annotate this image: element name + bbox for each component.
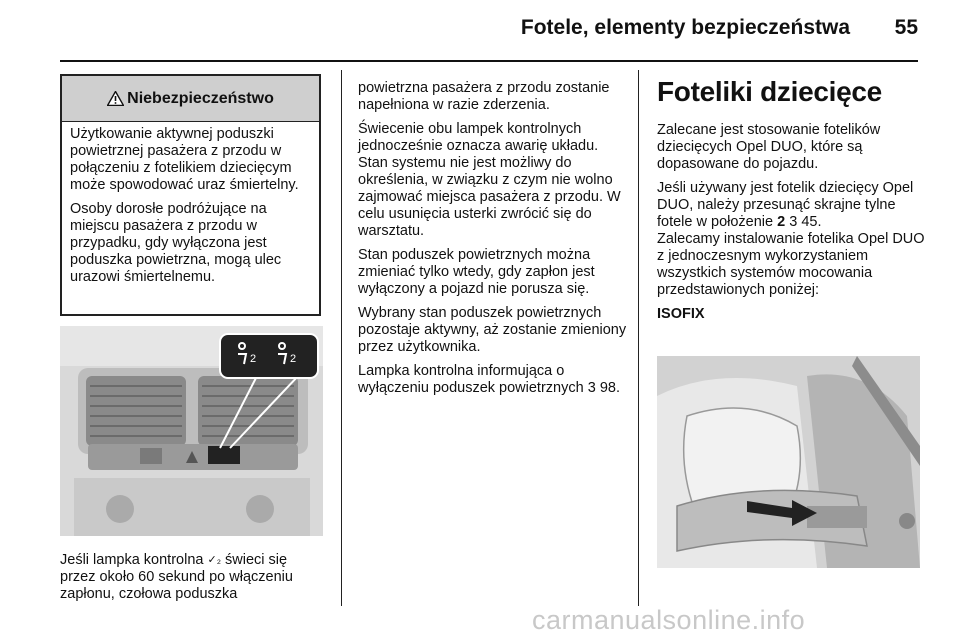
col1-line3: zapłonu, czołowa poduszka	[60, 586, 238, 602]
warning-triangle-icon	[107, 91, 124, 106]
col3-p2-ref: 45.	[801, 214, 822, 230]
col3-paragraph-1: Zalecane jest stosowanie fotelików dziecięcych Opel DUO, które są dopasowane do pojazdu.	[657, 122, 881, 172]
column-2	[358, 80, 628, 404]
col3-paragraph-3: Zalecamy instalowanie fotelika Opel DUO z jednoczesnym wykorzystaniem wszystkich systemów mocowania przedstawionych poniżej:	[657, 231, 925, 298]
col3-paragraph-2	[657, 180, 925, 231]
section-heading: Foteliki dziecięce	[657, 76, 882, 107]
column-3	[657, 122, 925, 330]
col1-line1-post: świeci się	[225, 552, 288, 568]
col3-p2-position: 2	[777, 214, 786, 230]
column-divider-2	[638, 70, 639, 606]
col2-p5-text: Lampka kontrolna informująca o wyłączeniu poduszek powietrznych	[358, 363, 584, 396]
col1-paragraph	[60, 552, 330, 603]
svg-text:2: 2	[250, 353, 257, 365]
col2-paragraph-5	[358, 363, 628, 397]
col1-line1-pre: Jeśli lampka kontrolna	[60, 552, 204, 568]
warning-header	[62, 76, 319, 122]
isofix-subheading: ISOFIX	[657, 306, 705, 322]
warning-paragraph-2: Osoby dorosłe podróżujące na miejscu pasażera z przodu w przypadku, gdy wyłączona jest poduszka powietrzna, mogą ulec urazowi śmiertelnemu.	[70, 201, 282, 285]
svg-text:2: 2	[290, 353, 297, 365]
header-rule	[60, 60, 918, 62]
page-number: 55	[894, 16, 918, 39]
col2-paragraph-1: powietrzna pasażera z przodu zostanie napełniona w razie zderzenia.	[358, 80, 610, 113]
col2-p5-ref: 98.	[599, 380, 620, 396]
col2-paragraph-3: Stan poduszek powietrznych można zmieniać tylko wtedy, gdy zapłon jest wyłączony a pojazd nie porusza się.	[358, 247, 595, 297]
running-header-title: Fotele, elementy bezpieczeństwa	[520, 16, 850, 39]
col1-line2: przez około 60 sekund po włączeniu	[60, 569, 293, 585]
airbag-indicator-photo	[60, 326, 323, 536]
reference-arrow-icon: 3	[789, 214, 798, 230]
isofix-child-seat-photo	[657, 356, 920, 568]
reference-arrow-icon: 3	[587, 380, 596, 396]
col2-paragraph-4: Wybrany stan poduszek powietrznych pozostaje aktywny, aż zostanie zmieniony przez użytkownika.	[358, 305, 627, 355]
danger-warning-box	[60, 74, 321, 316]
warning-title: Niebezpieczeństwo	[127, 89, 274, 107]
warning-paragraph-1: Użytkowanie aktywnej poduszki powietrznej pasażera z przodu w połączeniu z fotelikiem dziecięcym może spowodować uraz śmiertelny.	[70, 126, 299, 193]
column-divider-1	[341, 70, 342, 606]
col3-p2-text: Jeśli używany jest fotelik dziecięcy Opel DUO, należy przesunąć skrajne tylne fotele w położenie	[657, 180, 914, 230]
airbag-on-icon: ✓₂	[207, 554, 221, 566]
col2-paragraph-2: Świecenie obu lampek kontrolnych jednocześnie oznacza awarię układu. Stan systemu nie jest możliwy do określenia, w związku z czym nie wolno zajmować miejsca pasażera z przodu. W celu usunięcia usterki zwrócić się do warsztatu.	[358, 121, 621, 239]
watermark: carmanualsonline.info	[532, 605, 806, 635]
